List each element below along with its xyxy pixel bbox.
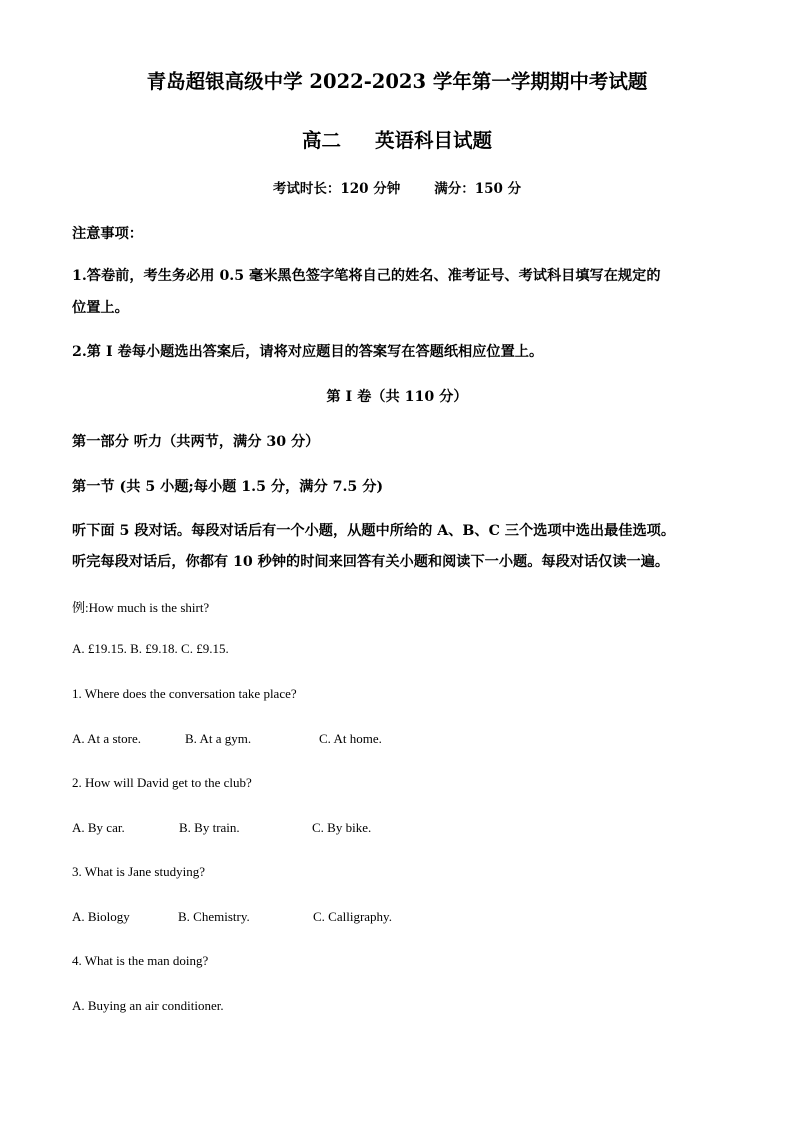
subject-label: 英语科目试题: [375, 129, 493, 152]
option-a: A. By car.: [72, 820, 125, 835]
part-1-heading: 第一部分 听力（共两节，满分 30 分）: [72, 434, 320, 450]
option-c: C. By bike.: [312, 820, 372, 835]
question-4: 4. What is the man doing?: [72, 953, 209, 968]
option-a: A. At a store.: [72, 731, 141, 746]
exam-meta: [0, 177, 794, 197]
question-2-options: [72, 820, 371, 836]
question-3: 3. What is Jane studying?: [72, 864, 205, 879]
question-4-option-a: A. Buying an air conditioner.: [72, 998, 224, 1013]
volume-title: 第 I 卷（共 110 分）: [326, 389, 468, 405]
example-options: A. £19.15. B. £9.18. C. £9.15.: [72, 641, 229, 656]
option-b: B. At a gym.: [185, 731, 252, 746]
notes-item-2: 2.第 I 卷每小题选出答案后，请将对应题目的答案写在答题纸相应位置上。: [72, 344, 544, 360]
question-2: 2. How will David get to the club?: [72, 775, 252, 790]
page-title: 青岛超银高级中学 2022-2023 学年第一学期期中考试题: [146, 70, 648, 93]
instructions-line-2: 听完每段对话后，你都有 10 秒钟的时间来回答有关小题和阅读下一小题。每段对话仅读一遍。: [72, 554, 670, 570]
notes-item-1-line-1: 1.答卷前，考生务必用 0.5 毫米黑色签字笔将自己的姓名、准考证号、考试科目填写在规定的: [72, 268, 661, 284]
option-b: B. Chemistry.: [178, 909, 250, 924]
question-1: 1. Where does the conversation take place?: [72, 686, 297, 701]
option-b: B. By train.: [179, 820, 240, 835]
option-c: C. Calligraphy.: [313, 909, 392, 924]
option-c: C. At home.: [319, 731, 382, 746]
notes-item-1-line-2: 位置上。: [72, 300, 129, 316]
notes-heading: 注意事项：: [72, 226, 143, 242]
question-3-options: [72, 909, 392, 925]
instructions-line-1: 听下面 5 段对话。每段对话后有一个小题，从题中所给的 A、B、C 三个选项中选出最佳选项。: [72, 523, 676, 539]
question-1-options: [72, 731, 382, 747]
option-a: A. Biology: [72, 909, 130, 924]
full-score-text: 满分：150 分: [434, 181, 522, 197]
example-question: 例:How much is the shirt?: [72, 600, 210, 615]
duration-text: 考试时长：120 分钟: [272, 181, 401, 197]
grade-label: 高二: [301, 129, 341, 152]
section-1-heading: 第一节 (共 5 小题;每小题 1.5 分，满分 7.5 分): [72, 479, 384, 495]
exam-subtitle: [0, 125, 794, 153]
